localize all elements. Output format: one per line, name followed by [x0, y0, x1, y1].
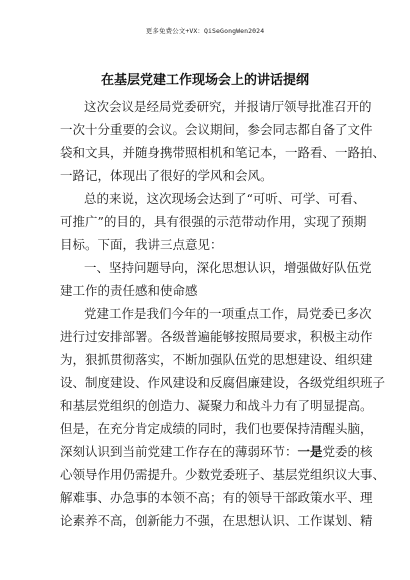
document-body	[60, 95, 386, 532]
paragraph-line: 为，狠抓贯彻落实，不断加强队伍党的思想建设、组织建	[60, 352, 373, 367]
paragraph-line: 总的来说，这次现场会达到了“可听、可学、可看、	[84, 191, 366, 206]
paragraph-line: 心领导作用仍需提升。少数党委班子、基层党组织议大事、	[60, 467, 386, 482]
paragraph-line: 一次十分重要的会议。会议期间，参会同志都自备了文件	[60, 122, 373, 137]
paragraph-line: 一路记，体现出了很好的学风和会风。	[60, 168, 273, 183]
section-heading-line: 建工作的责任感和使命感	[60, 283, 198, 298]
paragraph-line: 进行过安排部署。各级普遍能够按照局要求，积极主动作	[60, 329, 373, 344]
section-heading-line: 一、坚持问题导向，深化思想认识，增强做好队伍党	[84, 260, 372, 275]
paragraph-line: 论素养不高，创新能力不强，在思想认识、工作谋划、精	[60, 513, 373, 528]
paragraph-line: 但是，在充分肯定成绩的同时，我们也要保持清醒头脑，	[60, 421, 373, 436]
paragraph-line: 和基层党组织的创造力、凝聚力和战斗力有了明显提高。	[60, 398, 373, 413]
paragraph-line: 这次会议是经局党委研究，并报请厅领导批准召开的	[84, 99, 372, 114]
paragraph-line: 解难事、办急事的本领不高；有的领导干部政策水平、理	[60, 490, 373, 505]
header-note: 更多免费公文+VX：QiSeGongWen2024	[145, 27, 265, 35]
document-title: 在基层党建工作现场会上的讲话提纲	[100, 73, 309, 88]
paragraph-line: 可推广”的目的，具有很强的示范带动作用，实现了预期	[60, 214, 367, 229]
line-text-after: 党委的核	[322, 444, 373, 459]
emphasis-text: 一是	[297, 444, 323, 459]
paragraph-line-with-emphasis	[60, 440, 373, 463]
paragraph-line: 目标。下面，我讲三点意见：	[60, 237, 223, 252]
paragraph-line: 党建工作是我们今年的一项重点工作，局党委已多次	[84, 306, 372, 321]
paragraph-line: 袋和文具，并随身携带照相机和笔记本，一路看、一路拍、	[60, 145, 386, 160]
paragraph-line: 设、制度建设、作风建设和反腐倡廉建设，各级党组织班子	[60, 375, 386, 390]
line-text: 深刻认识到当前党建工作存在的薄弱环节：	[60, 444, 298, 459]
